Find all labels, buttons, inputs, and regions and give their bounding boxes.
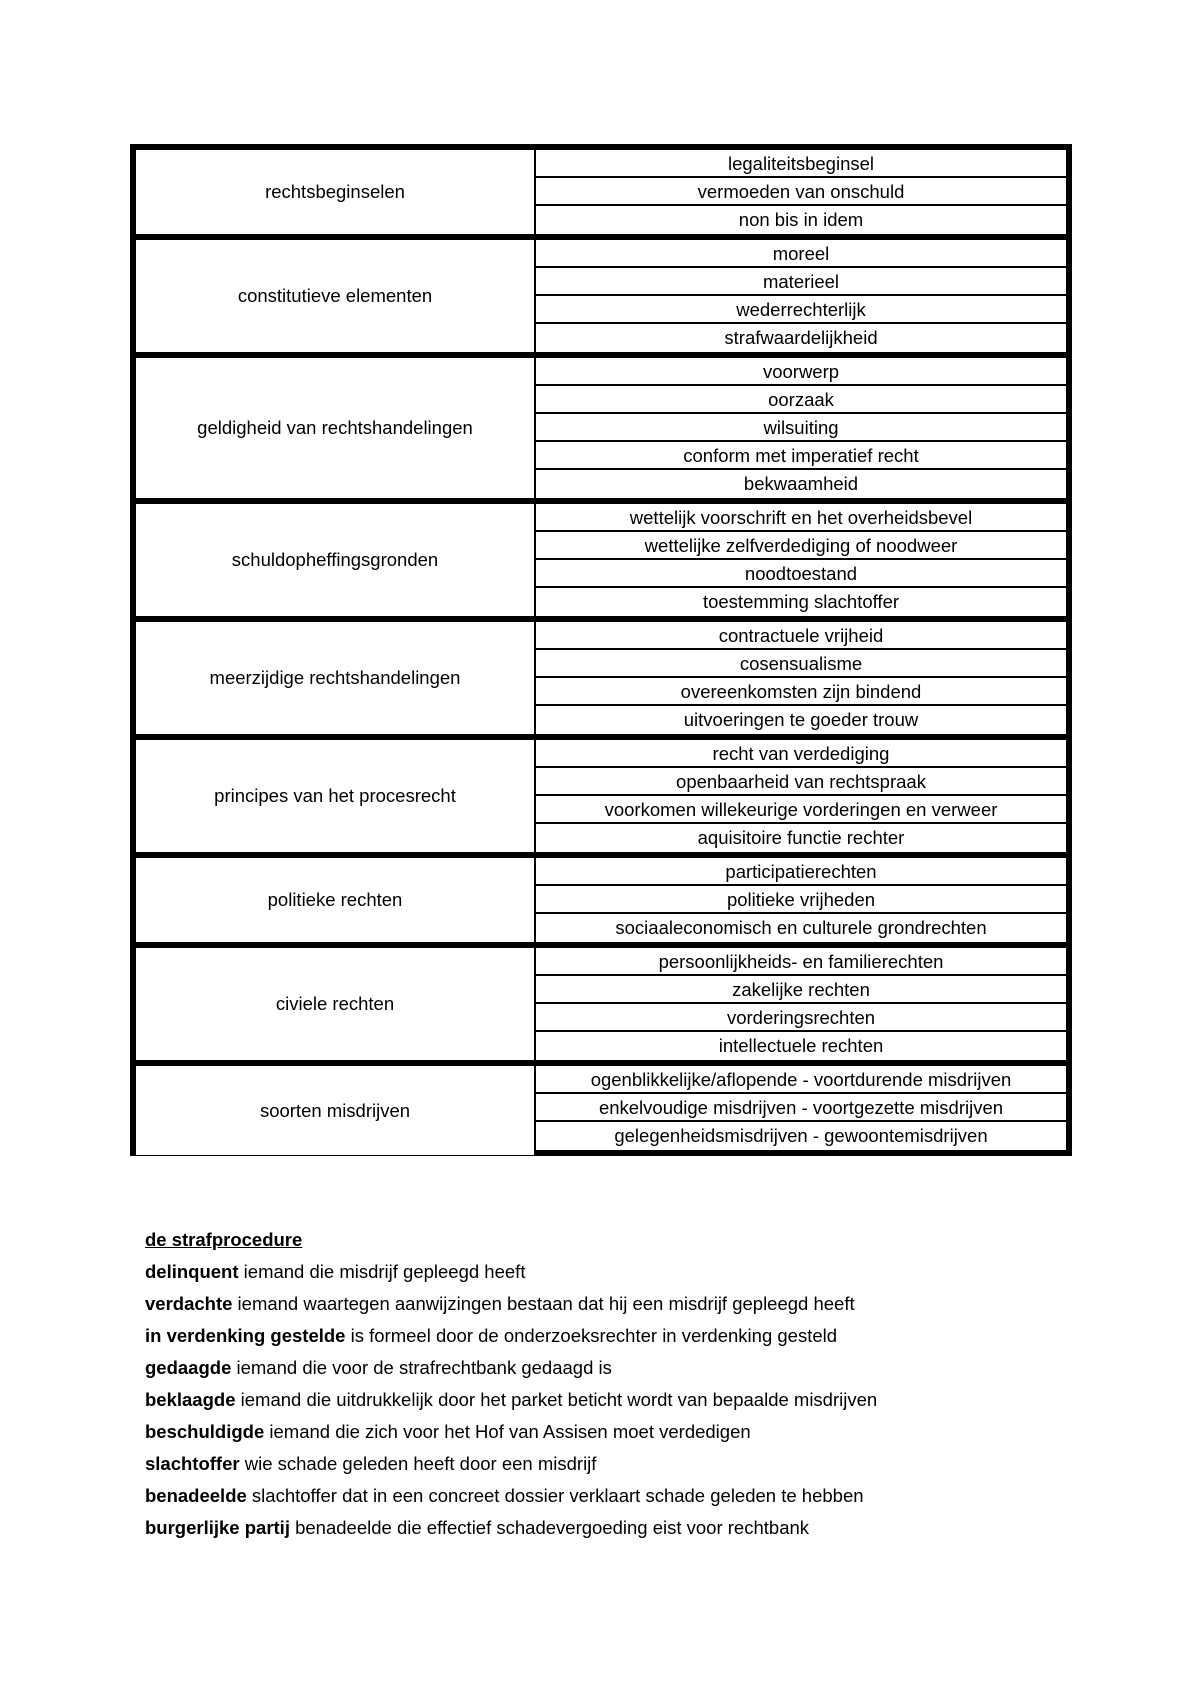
glossary-entry [145,1480,1145,1512]
table-cell: wettelijk voorschrift en het overheidsbevel [536,504,1066,532]
group-heading: rechtsbeginselen [130,144,536,234]
table-cell: bekwaamheid [743,473,859,494]
glossary-entry [145,1416,1145,1448]
group-heading: civiele rechten [130,942,536,1060]
glossary-title: de strafprocedure [145,1229,303,1250]
group-heading: meerzijdige rechtshandelingen [130,616,536,734]
table-cell: recht van verdediging [536,740,1066,768]
glossary-section [145,1224,1145,1544]
glossary-list [145,1256,1145,1544]
group-heading: soorten misdrijven [130,1060,536,1156]
group-items [536,498,1072,616]
glossary-definition: iemand waartegen aanwijzingen bestaan dat hij een misdrijf gepleegd heeft [232,1293,855,1314]
group-items [536,942,1072,1060]
table-cell: strafwaardelijkheid [724,327,878,348]
group-heading: principes van het procesrecht [130,734,536,852]
table-cell: sociaaleconomisch en culturele grondrechten [615,917,987,938]
table-cell: moreel [536,240,1066,268]
table-cell: persoonlijkheids- en familierechten [536,948,1066,976]
table-cell: voorwerp [536,358,1066,386]
glossary-entry [145,1512,1145,1544]
glossary-entry [145,1256,1145,1288]
glossary-definition: iemand die voor de strafrechtbank gedaagd is [231,1357,612,1378]
glossary-term: slachtoffer [145,1453,240,1474]
table-cell: enkelvoudige misdrijven - voortgezette misdrijven [536,1094,1066,1122]
glossary-entry [145,1448,1145,1480]
glossary-term: delinquent [145,1261,239,1282]
table-cell: wederrechterlijk [536,296,1066,324]
table-group [130,1060,1072,1156]
table-cell: voorkomen willekeurige vorderingen en verweer [536,796,1066,824]
group-items [536,616,1072,734]
table-cell: intellectuele rechten [718,1035,884,1056]
group-items [536,734,1072,852]
glossary-definition: slachtoffer dat in een concreet dossier verklaart schade geleden te hebben [246,1485,864,1506]
group-heading: schuldopheffingsgronden [130,498,536,616]
table-cell: oorzaak [536,386,1066,414]
table-cell: wilsuiting [536,414,1066,442]
glossary-term: burgerlijke partij [145,1517,290,1538]
table-cell: non bis in idem [738,209,864,230]
table-cell: uitvoeringen te goeder trouw [683,709,919,730]
table-cell: toestemming slachtoffer [702,591,900,612]
table-cell: contractuele vrijheid [536,622,1066,650]
glossary-definition: iemand die zich voor het Hof van Assisen moet verdedigen [264,1421,751,1442]
table-group [130,734,1072,852]
glossary-entry [145,1320,1145,1352]
table-cell: legaliteitsbeginsel [536,150,1066,178]
group-items [536,352,1072,498]
table-cell: politieke vrijheden [536,886,1066,914]
table-cell: vermoeden van onschuld [536,178,1066,206]
table-cell: zakelijke rechten [536,976,1066,1004]
glossary-definition: wie schade geleden heeft door een misdrijf [239,1453,597,1474]
law-principles-table [130,144,1072,1156]
group-items [536,1060,1072,1156]
group-heading: constitutieve elementen [130,234,536,352]
table-cell: overeenkomsten zijn bindend [536,678,1066,706]
table-cell: ogenblikkelijke/aflopende - voortdurende misdrijven [536,1066,1066,1094]
group-items [536,234,1072,352]
table-cell: noodtoestand [536,560,1066,588]
glossary-definition: iemand die misdrijf gepleegd heeft [238,1261,526,1282]
glossary-definition: is formeel door de onderzoeksrechter in verdenking gesteld [345,1325,838,1346]
glossary-term: in verdenking gestelde [145,1325,346,1346]
table-group [130,498,1072,616]
glossary-definition: benadeelde die effectief schadevergoeding eist voor rechtbank [289,1517,810,1538]
table-group [130,616,1072,734]
glossary-term: verdachte [145,1293,233,1314]
table-cell: cosensualisme [536,650,1066,678]
table-group [130,234,1072,352]
glossary-term: benadeelde [145,1485,247,1506]
table-cell: openbaarheid van rechtspraak [536,768,1066,796]
table-cell: wettelijke zelfverdediging of noodweer [536,532,1066,560]
table-cell: materieel [536,268,1066,296]
group-items [536,852,1072,942]
group-heading: geldigheid van rechtshandelingen [130,352,536,498]
group-items [536,144,1072,234]
glossary-entry [145,1384,1145,1416]
table-cell: aquisitoire functie rechter [697,827,905,848]
table-cell: conform met imperatief recht [536,442,1066,470]
glossary-term: beschuldigde [145,1421,265,1442]
table-cell: gelegenheidsmisdrijven - gewoontemisdrijven [614,1125,988,1146]
glossary-entry [145,1288,1145,1320]
table-cell: participatierechten [536,858,1066,886]
table-group [130,144,1072,234]
table-group [130,852,1072,942]
group-heading: politieke rechten [130,852,536,942]
glossary-term: beklaagde [145,1389,236,1410]
table-group [130,942,1072,1060]
glossary-term: gedaagde [145,1357,232,1378]
table-group [130,352,1072,498]
table-cell: vorderingsrechten [536,1004,1066,1032]
glossary-entry [145,1352,1145,1384]
glossary-definition: iemand die uitdrukkelijk door het parket beticht wordt van bepaalde misdrijven [235,1389,878,1410]
